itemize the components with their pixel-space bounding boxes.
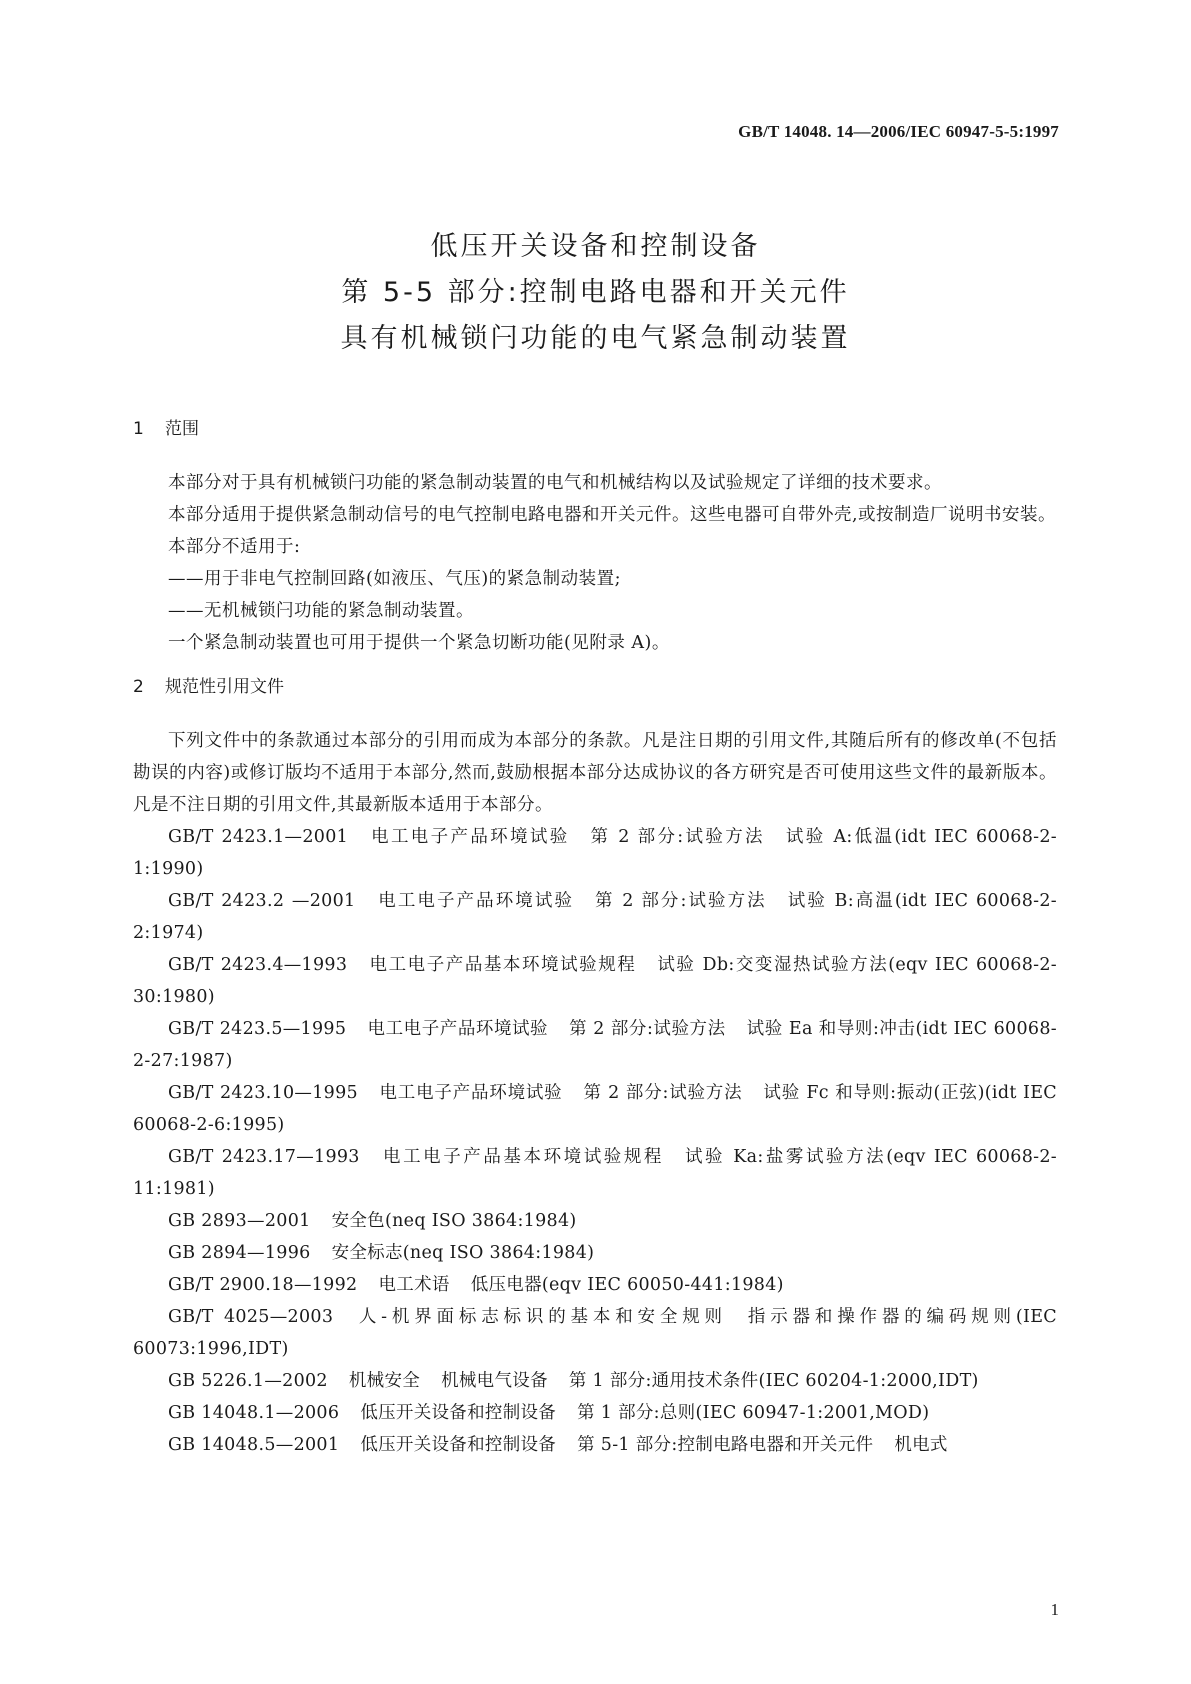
page-number: 1 xyxy=(1050,1600,1059,1619)
reference-item: GB 2894—1996 安全标志(neq ISO 3864:1984) xyxy=(168,1243,595,1263)
reference-item: GB 14048.1—2006 低压开关设备和控制设备 第 1 部分:总则(IEC 60947-1:2001,MOD) xyxy=(168,1403,930,1423)
reference-item: GB/T 2423.1—2001 电工电子产品环境试验 第 2 部分:试验方法 试验 A:低温(idt IEC 60068-2-1:1990) xyxy=(133,827,1057,879)
reference-item: GB 2893—2001 安全色(neq ISO 3864:1984) xyxy=(168,1211,577,1231)
document-title xyxy=(0,224,1191,362)
section-2-title: 规范性引用文件 xyxy=(165,677,284,697)
references-intro: 下列文件中的条款通过本部分的引用而成为本部分的条款。凡是注日期的引用文件,其随后所有的修改单(不包括勘误的内容)或修订版均不适用于本部分,然而,鼓励根据本部分达成协议的各方研究是否可使用这些文件的最新版本。凡是不注日期的引用文件,其最新版本适用于本部分。 xyxy=(133,731,1057,815)
reference-item: GB 5226.1—2002 机械安全 机械电气设备 第 1 部分:通用技术条件(IEC 60204-1:2000,IDT) xyxy=(168,1371,979,1391)
scope-exclusion-item-2: ——无机械锁闩功能的紧急制动装置。 xyxy=(168,601,474,621)
reference-item: GB/T 4025—2003 人-机界面标志标识的基本和安全规则 指示器和操作器的编码规则(IEC 60073:1996,IDT) xyxy=(133,1307,1057,1359)
reference-item: GB 14048.5—2001 低压开关设备和控制设备 第 5-1 部分:控制电路电器和开关元件 机电式 xyxy=(168,1435,948,1455)
reference-list xyxy=(133,821,1057,1461)
section-2-number: 2 xyxy=(133,677,144,697)
standard-code: GB/T 14048. 14—2006/IEC 60947-5-5:1997 xyxy=(738,122,1059,141)
reference-item: GB/T 2423.5—1995 电工电子产品环境试验 第 2 部分:试验方法 试验 Ea 和导则:冲击(idt IEC 60068-2-27:1987) xyxy=(133,1019,1057,1071)
title-line-3: 具有机械锁闩功能的电气紧急制动装置 xyxy=(340,323,851,354)
section-2-heading xyxy=(133,671,1057,703)
scope-paragraph-3: 本部分不适用于: xyxy=(168,537,301,557)
title-line-1: 低压开关设备和控制设备 xyxy=(430,231,761,262)
reference-item: GB/T 2423.17—1993 电工电子产品基本环境试验规程 试验 Ka:盐雾试验方法(eqv IEC 60068-2-11:1981) xyxy=(133,1147,1057,1199)
section-1-title: 范围 xyxy=(165,419,199,439)
title-line-2: 第 5-5 部分:控制电路电器和开关元件 xyxy=(341,277,850,308)
reference-item: GB/T 2423.10—1995 电工电子产品环境试验 第 2 部分:试验方法 试验 Fc 和导则:振动(正弦)(idt IEC 60068-2-6:1995) xyxy=(133,1083,1057,1135)
scope-exclusion-item-1: ——用于非电气控制回路(如液压、气压)的紧急制动装置; xyxy=(168,569,622,589)
reference-item: GB/T 2423.4—1993 电工电子产品基本环境试验规程 试验 Db:交变湿热试验方法(eqv IEC 60068-2-30:1980) xyxy=(133,955,1057,1007)
section-1-number: 1 xyxy=(133,419,144,439)
section-1-heading xyxy=(133,413,1057,445)
scope-paragraph-4: 一个紧急制动装置也可用于提供一个紧急切断功能(见附录 A)。 xyxy=(168,633,670,653)
reference-item: GB/T 2423.2 —2001 电工电子产品环境试验 第 2 部分:试验方法 试验 B:高温(idt IEC 60068-2-2:1974) xyxy=(133,891,1057,943)
scope-paragraph-1: 本部分对于具有机械锁闩功能的紧急制动装置的电气和机械结构以及试验规定了详细的技术要求。 xyxy=(168,473,942,493)
scope-paragraph-2: 本部分适用于提供紧急制动信号的电气控制电路电器和开关元件。这些电器可自带外壳,或按制造厂说明书安装。 xyxy=(168,505,1057,525)
reference-item: GB/T 2900.18—1992 电工术语 低压电器(eqv IEC 60050-441:1984) xyxy=(168,1275,784,1295)
document-body xyxy=(133,413,1057,1461)
